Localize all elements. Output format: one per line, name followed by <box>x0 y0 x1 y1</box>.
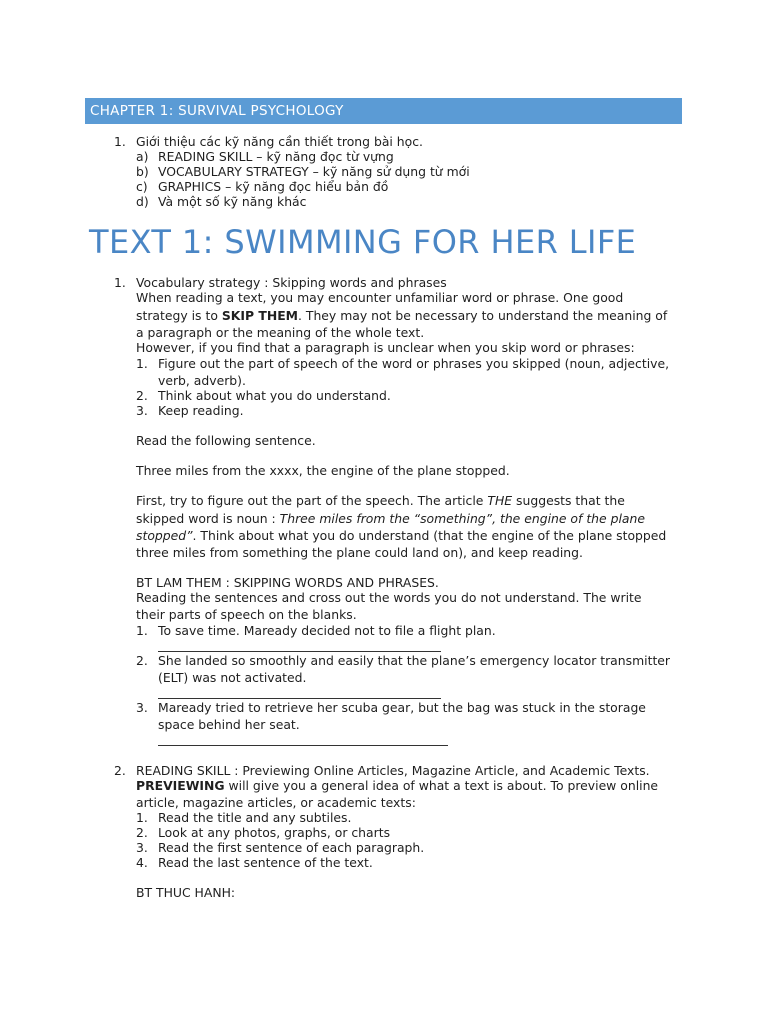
step-number: 3. <box>136 840 148 855</box>
exercise-sentence: She landed so smoothly and easily that the plane’s emergency locator transmitter <box>158 653 671 668</box>
exercise-number: 3. <box>136 700 148 715</box>
step-text: Read the first sentence of each paragraph. <box>158 840 425 855</box>
paragraph-line: Reading the sentences and cross out the words you do not understand. The write <box>136 590 642 605</box>
step-number: 1. <box>136 356 148 371</box>
paragraph-line: three miles from something the plane could land on), and keep reading. <box>136 545 583 560</box>
previewing-emphasis: PREVIEWING <box>136 778 225 793</box>
exercise-number: 2. <box>136 653 148 668</box>
section-2-number: 2. <box>114 763 126 778</box>
example-sentence: Three miles from the xxxx, the engine of the plane stopped. <box>136 463 510 478</box>
text-title: TEXT 1: SWIMMING FOR HER LIFE <box>89 223 637 261</box>
skip-them-emphasis: SKIP THEM <box>221 308 298 323</box>
step-number: 2. <box>136 388 148 403</box>
step-number: 1. <box>136 810 148 825</box>
intro-item-marker: b) <box>136 164 149 179</box>
intro-item: GRAPHICS – kỹ năng đọc hiểu bản đồ <box>158 179 389 194</box>
answer-blank[interactable] <box>158 651 441 652</box>
section-1-heading: Vocabulary strategy : Skipping words and phrases <box>136 275 447 290</box>
paragraph-line: their parts of speech on the blanks. <box>136 607 357 622</box>
intro-item-marker: c) <box>136 179 148 194</box>
paragraph-line: strategy is to SKIP THEM. They may not be necessary to understand the meaning of <box>136 308 668 323</box>
exercise-sentence: To save time. Maready decided not to file a flight plan. <box>158 623 496 638</box>
step-text: Read the title and any subtiles. <box>158 810 352 825</box>
intro-item: Và một số kỹ năng khác <box>158 194 307 209</box>
section-1-number: 1. <box>114 275 126 290</box>
step-text: Keep reading. <box>158 403 244 418</box>
step-text: Read the last sentence of the text. <box>158 855 373 870</box>
answer-blank[interactable] <box>158 745 448 746</box>
paragraph-line: PREVIEWING will give you a general idea of what a text is about. To preview online <box>136 778 659 793</box>
exercise-title: BT LAM THEM : SKIPPING WORDS AND PHRASES. <box>136 575 439 590</box>
exercise-sentence: space behind her seat. <box>158 717 300 732</box>
step-number: 2. <box>136 825 148 840</box>
answer-blank[interactable] <box>158 698 441 699</box>
intro-item: READING SKILL – kỹ năng đọc từ vựng <box>158 149 394 164</box>
intro-number: 1. <box>114 134 126 149</box>
step-number: 4. <box>136 855 148 870</box>
section-2-heading: READING SKILL : Previewing Online Articles, Magazine Article, and Academic Texts. <box>136 763 650 778</box>
step-text: Figure out the part of speech of the word or phrases you skipped (noun, adjective, <box>158 356 670 371</box>
paragraph-line: a paragraph or the meaning of the whole text. <box>136 325 425 340</box>
paragraph-line: First, try to figure out the part of the speech. The article THE suggests that the <box>136 493 625 508</box>
paragraph-line: When reading a text, you may encounter unfamiliar word or phrase. One good <box>136 290 624 305</box>
paragraph-line: Read the following sentence. <box>136 433 316 448</box>
step-text: Think about what you do understand. <box>158 388 391 403</box>
intro-item-marker: d) <box>136 194 149 209</box>
intro-text: Giới thiệu các kỹ năng cần thiết trong bài học. <box>136 134 423 149</box>
step-text: verb, adverb). <box>158 373 246 388</box>
exercise-sentence: Maready tried to retrieve her scuba gear, but the bag was stuck in the storage <box>158 700 646 715</box>
paragraph-line: However, if you find that a paragraph is unclear when you skip word or phrases: <box>136 340 635 355</box>
exercise-sentence: (ELT) was not activated. <box>158 670 307 685</box>
practice-title: BT THUC HANH: <box>136 885 236 900</box>
paragraph-line: stopped”. Think about what you do understand (that the engine of the plane stopped <box>136 528 667 543</box>
exercise-number: 1. <box>136 623 148 638</box>
intro-item: VOCABULARY STRATEGY – kỹ năng sử dụng từ mới <box>158 164 470 179</box>
step-number: 3. <box>136 403 148 418</box>
intro-item-marker: a) <box>136 149 149 164</box>
chapter-title-bar: CHAPTER 1: SURVIVAL PSYCHOLOGY <box>85 98 682 124</box>
step-text: Look at any photos, graphs, or charts <box>158 825 391 840</box>
paragraph-line: skipped word is noun : Three miles from the “something”, the engine of the plane <box>136 511 645 526</box>
paragraph-line: article, magazine articles, or academic texts: <box>136 795 416 810</box>
